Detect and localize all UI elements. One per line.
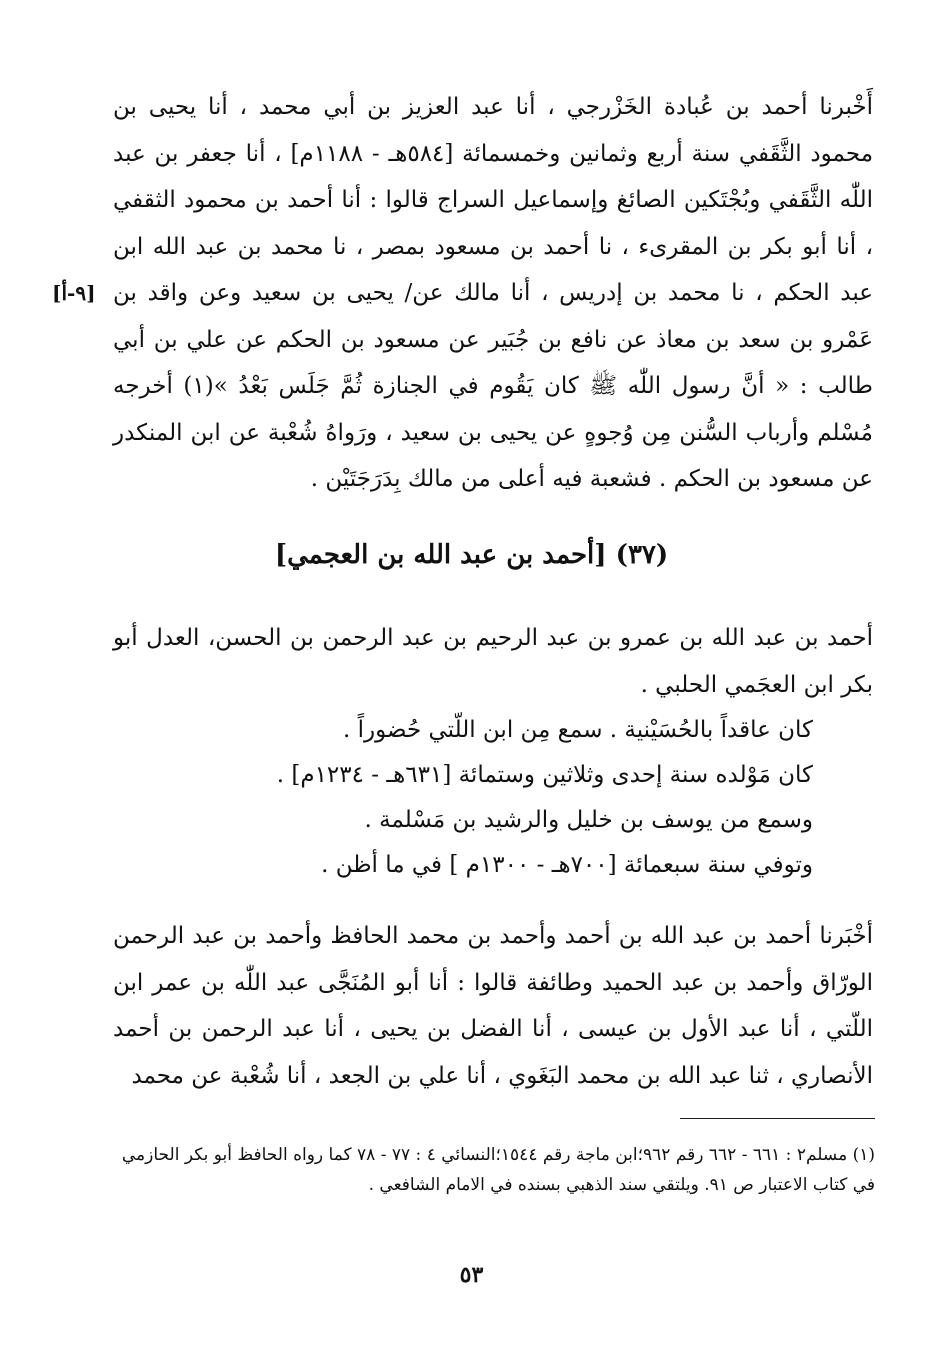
biography-intro: أحمد بن عبد الله بن عمرو بن عبد الرحيم بن عبد الرحمن بن الحسن، العدل أبو بكر ابن العجَمي الحلبي . — [113, 625, 873, 698]
footnote: (١) مسلم٢ : ٦٦١ - ٦٦٢ رقم ٩٦٢؛ابن ماجة رقم ١٥٤٤؛النسائي ٤ : ٧٧ - ٧٨ كما رواه الحافظ أبو بكر الحازمي في كتاب الاعتبار ص ٩١. ويلتقي سند الذهبي بسنده في الامام الشافعي . — [121, 1145, 875, 1195]
manuscript-folio-reference: [٩-أ] — [52, 281, 96, 305]
biography-line: كان عاقداً بالحُسَيْنية . سمع مِن ابن اللّتي حُضوراً . — [343, 717, 813, 743]
biography-line: كان مَوْلده سنة إحدى وثلاثين وستمائة [٦٣١هـ - ١٢٣٤م] . — [276, 762, 813, 788]
biography-line: وسمع من يوسف بن خليل والرشيد بن مَسْلمة . — [364, 807, 813, 833]
page-number: ٥٣ — [459, 1262, 484, 1288]
narration-paragraph-1: أَخْبرنا أحمد بن عُبادة الخَزْرجي ، أنا عبد العزيز بن أبي محمد ، أنا يحيى بن محمود الثَّقَفي سنة أربع وثمانين وخمسمائة [٥٨٤هـ - ١١٨٨م] ، أنا جعفر بن عبد اللّٰه الثَّقَفي وبُجْتَكين الصائغ وإسماعيل السراج قالوا : أنا أحمد بن محمود الثقفي ، أنا أبو بكر بن المقرىء ، نا أحمد بن مسعود بمصر ، نا محمد بن عبد الله ابن عبد الحكم ، نا محمد بن إدريس ، أنا مالك عن/ يحيى بن سعيد وعن واقد بن عَمْرو بن سعد بن معاذ عن نافع بن جُبَير عن مسعود بن الحكم عن علي بن أبي طالب : « أنَّ رسول اللّٰه ﷺ كان يَقُوم في الجنازة ثُمَّ جَلَس بَعْدُ »(١) أخرجه مُسْلم وأرباب السُّنن مِن وُجوهٍ عن يحيى بن سعيد ، ورَواهُ شُعْبة عن ابن المنكدر عن مسعود بن الحكم . فشعبة فيه أعلى من مالك بِدَرَجَتَيْن . — [113, 94, 874, 492]
biography-details — [113, 708, 813, 888]
narration-paragraph-2: أخْبَرنا أحمد بن عبد الله بن أحمد وأحمد بن محمد الحافظ وأحمد بن عبد الرحمن الورّاق وأحمد بن عبد الحميد وطائفة قالوا : أنا أبو المُنَجَّى عبد اللّٰه بن عمر ابن اللّتي ، أنا عبد الأول بن عيسى ، أنا الفضل بن يحيى ، أنا عبد الرحمن بن أحمد الأنصاري ، ثنا عبد الله بن محمد البَغَوي ، أنا علي بن الجعد ، أنا شُعْبة عن محمد — [113, 923, 873, 1089]
footnote-separator — [680, 1118, 875, 1119]
biography-heading: (٣٧) [أحمد بن عبد الله بن العجمي] — [274, 540, 669, 570]
biography-line: وتوفي سنة سبعمائة [٧٠٠هـ - ١٣٠٠م ] في ما أظن . — [321, 852, 813, 878]
